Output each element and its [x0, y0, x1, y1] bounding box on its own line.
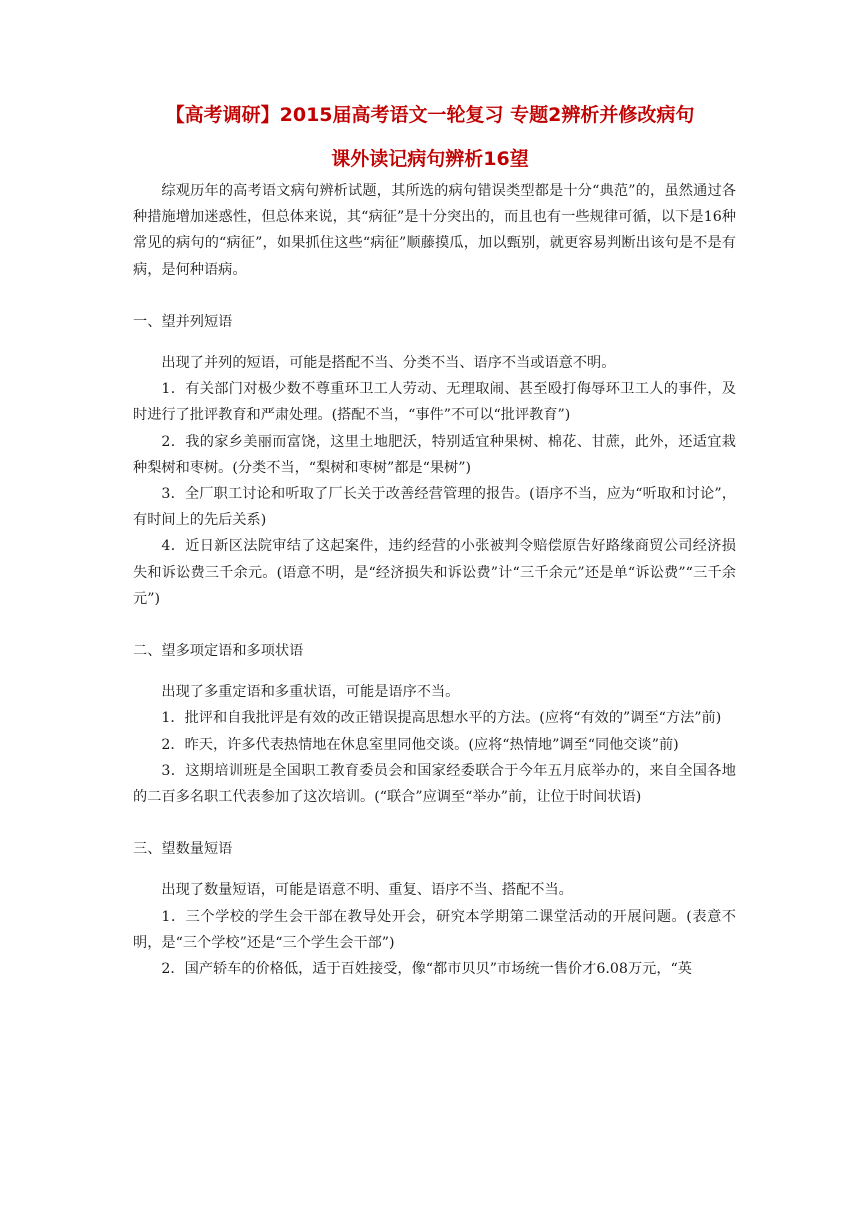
section-heading: 二、望多项定语和多项状语 — [133, 643, 304, 660]
example-item: 2．我的家乡美丽而富饶，这里土地肥沃，特别适宜种果树、棉花、甘蔗，此外，还适宜栽种梨树和枣树。(分类不当，“梨树和枣树”都是“果树”) — [133, 433, 736, 476]
example-item: 2．国产轿车的价格低，适于百姓接受，像“都市贝贝”市场统一售价才6.08万元，“英 — [161, 961, 692, 978]
example-item: 4．近日新区法院审结了这起案件，违约经营的小张被判令赔偿原告好路缘商贸公司经济损失和诉讼费三千余元。(语意不明，是“经济损失和诉讼费”计“三千余元”还是单“诉讼费”“三千余元”) — [133, 538, 736, 607]
section-heading: 三、望数量短语 — [133, 841, 233, 858]
example-item: 3．全厂职工讨论和听取了厂长关于改善经营管理的报告。(语序不当，应为“听取和讨论”，有时间上的先后关系) — [133, 486, 736, 529]
document-title-line1: 【高考调研】2015届高考语文一轮复习 专题2辨析并修改病句 — [165, 104, 695, 126]
example-item: 1．批评和自我批评是有效的改正错误提高思想水平的方法。(应将“有效的”调至“方法”前) — [161, 710, 722, 727]
document-body — [133, 178, 736, 982]
section-lead: 出现了数量短语，可能是语意不明、重复、语序不当、搭配不当。 — [161, 882, 573, 899]
example-item: 3．这期培训班是全国职工教育委员会和国家经委联合于今年五月底举办的，来自全国各地的二百多名职工代表参加了这次培训。(“联合”应调至“举办”前，让位于时间状语) — [133, 762, 736, 806]
example-item: 1．有关部门对极少数不尊重环卫工人劳动、无理取闹、甚至殴打侮辱环卫工人的事件，及时进行了批评教育和严肃处理。(搭配不当，“事件”不可以“批评教育”) — [133, 381, 736, 424]
example-item: 1．三个学校的学生会干部在教导处开会，研究本学期第二课堂活动的开展问题。(表意不明，是“三个学校”还是“三个学生会干部”) — [133, 908, 736, 951]
section-heading: 一、望并列短语 — [133, 313, 233, 330]
example-item: 2．昨天，许多代表热情地在休息室里同他交谈。(应将“热情地”调至“同他交谈”前) — [161, 736, 679, 753]
section-lead: 出现了多重定语和多重状语，可能是语序不当。 — [161, 684, 460, 701]
document-title-line2: 课外读记病句辨析16望 — [331, 148, 529, 170]
section-lead: 出现了并列的短语，可能是搭配不当、分类不当、语序不当或语意不明。 — [161, 355, 616, 372]
intro-paragraph: 综观历年的高考语文病句辨析试题，其所选的病句错误类型都是十分“典范”的，虽然通过各种措施增加迷惑性，但总体来说，其“病征”是十分突出的，而且也有一些规律可循，以下是16种常见的病句的“病征”，如果抓住这些“病征”顺藤摸瓜，加以甄别，就更容易判断出该句是不是有病，是何种语病。 — [133, 183, 736, 278]
